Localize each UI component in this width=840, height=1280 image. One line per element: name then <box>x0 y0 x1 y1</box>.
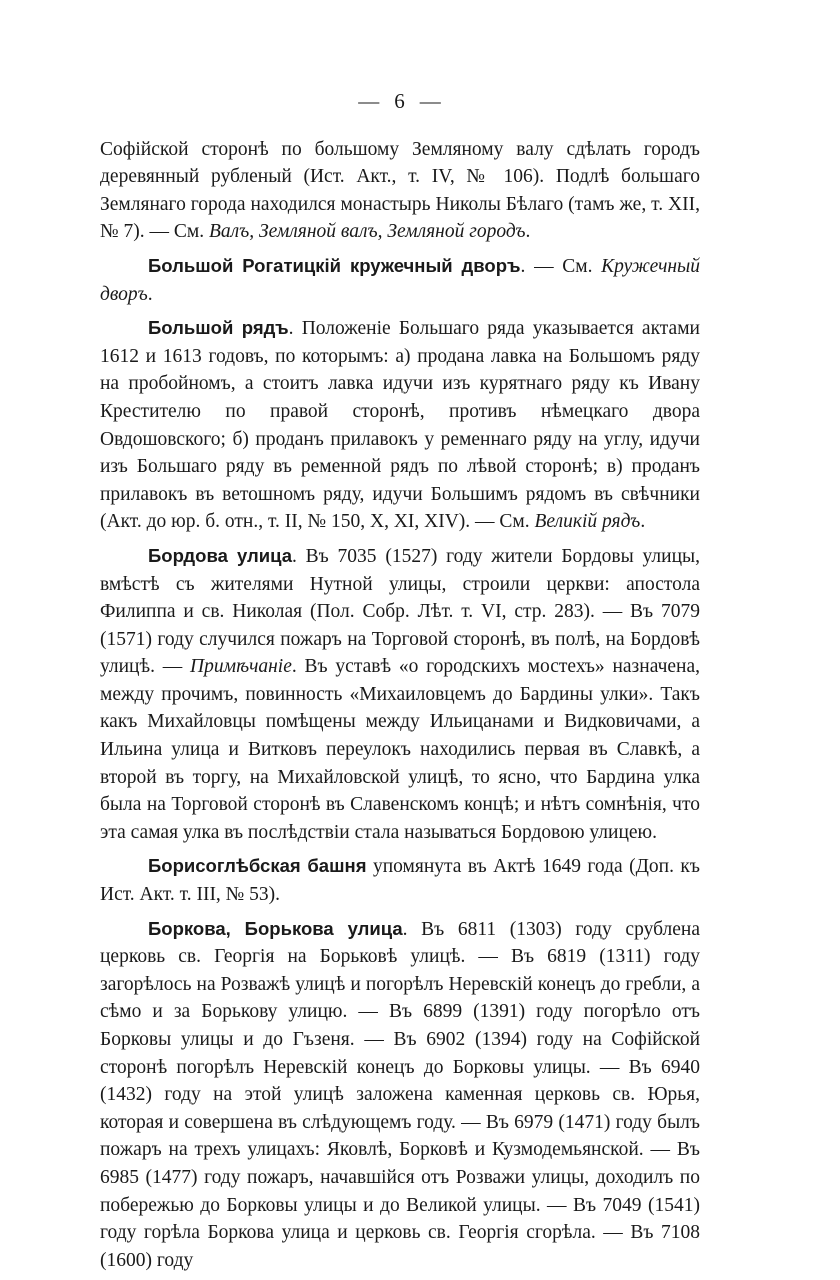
body-text-run: . <box>525 221 531 243</box>
body-text-run: . — См. <box>520 255 602 277</box>
entry-paragraph <box>100 852 700 908</box>
body-text-run: . <box>640 511 646 533</box>
cross-reference: Валъ, Земляной валъ, Земляной городъ <box>208 221 526 243</box>
body-text-run: Софійской сторонѣ по большому Земляному валу сдѣлать городъ деревянный рубленый (Ист. Акт., т. IV, № 106). Подлѣ большаго Землянаго города находился монастырь Николы Бѣлаго (тамъ же, т. XII, № 7). — См. <box>100 138 700 243</box>
body-text-run: упомянута въ Актѣ 1649 года (Доп. къ Ист. Акт. т. III, № 53). <box>100 856 700 906</box>
entry-heading: Большой Рогатицкій кружечный дворъ <box>148 254 521 276</box>
entry-heading: Боркова, Борькова улица <box>148 917 403 939</box>
body-text-run: . Въ 7035 (1527) году жители Бордовы улицы, вмѣстѣ съ жителями Нутной улицы, строили церкви: апостола Филиппа и св. Николая (Пол. Собр. Лѣт. т. VI, стр. 283). — Въ 7079 (1571) году случился пожаръ на Торговой сторонѣ, въ полѣ, на Бордовѣ улицѣ. — <box>100 545 700 678</box>
dash-right: — <box>419 89 442 113</box>
document-page <box>100 88 700 1280</box>
page-number-line <box>100 88 700 116</box>
body-text-run: . Положеніе Большаго ряда указывается актами 1612 и 1613 годовъ, по которымъ: а) продана лавка на Большомъ ряду на пробойномъ, а стоитъ лавка идучи изъ курятнаго ряду къ Ивану Крестителю по правой сторонѣ, противъ нѣмецкаго двора Овдошовского; б) проданъ прилавокъ у ременнаго ряду на углу, идучи изъ Большаго ряду въ ременной рядъ по лѣвой сторонѣ; в) проданъ прилавокъ въ ветошномъ ряду, идучи Большимъ рядомъ въ свѣчники (Акт. до юр. б. отн., т. II, № 150, X, XI, XIV). — См. <box>100 318 700 533</box>
entry-paragraph <box>100 252 700 308</box>
entry-paragraph <box>100 542 700 847</box>
continued-paragraph <box>100 136 700 246</box>
cross-reference: Примѣчаніе <box>190 656 292 678</box>
cross-reference: Великій рядъ <box>534 511 641 533</box>
entry-paragraph <box>100 915 700 1275</box>
entry-heading: Большой рядъ <box>148 317 289 339</box>
body-text <box>100 136 700 1275</box>
body-text-run: . <box>147 283 153 305</box>
body-text-run: . Въ уставѣ «о городскихъ мостехъ» назначена, между прочимъ, повинность «Михаиловцемъ до Бардины улки». Такъ какъ Михайловцы помѣщены между Ильицанами и Видковичами, а Ильина улица и Витковъ переулокъ находились первая въ Славкѣ, а второй въ торгу, на Михайловской улицѣ, то ясно, что Бардина улка была на Торговой сторонѣ въ Славенскомъ концѣ; и нѣтъ сомнѣнія, что эта самая улка въ послѣдствіи стала называться Бордовою улицею. <box>100 656 700 843</box>
entry-heading: Борисоглѣбская башня <box>148 855 367 877</box>
cross-reference: Кружечный дворъ <box>100 255 700 305</box>
page-number: 6 <box>394 89 406 113</box>
entry-paragraph <box>100 314 700 536</box>
body-text-run: . Въ 6811 (1303) году срублена церковь св. Георгія на Борьковѣ улицѣ. — Въ 6819 (1311) году загорѣлось на Розважѣ улицѣ и погорѣлъ Неревскій конецъ до гребли, а сѣмо и за Борькову улицю. — Въ 6899 (1391) году погорѣло отъ Борковы улицы и до Гъзеня. — Въ 6902 (1394) году на Софійской сторонѣ погорѣлъ Неревскій конецъ до Борковы улицы. — Въ 6940 (1432) году на этой улицѣ заложена каменная церковь св. Юрья, которая и совершена въ слѣдующемъ году. — Въ 6979 (1471) году былъ пожаръ на трехъ улицахъ: Яковлѣ, Борковѣ и Кузмодемьянской. — Въ 6985 (1477) году пожаръ, начавшійся отъ Розважи улицы, доходилъ по побережью до Борковы улицы и до Великой улицы. — Въ 7049 (1541) году горѣла Боркова улица и церковь св. Георгія сгорѣла. — Въ 7108 (1600) году <box>100 918 700 1271</box>
dash-left: — <box>358 89 381 113</box>
entry-heading: Бордова улица <box>148 544 293 566</box>
